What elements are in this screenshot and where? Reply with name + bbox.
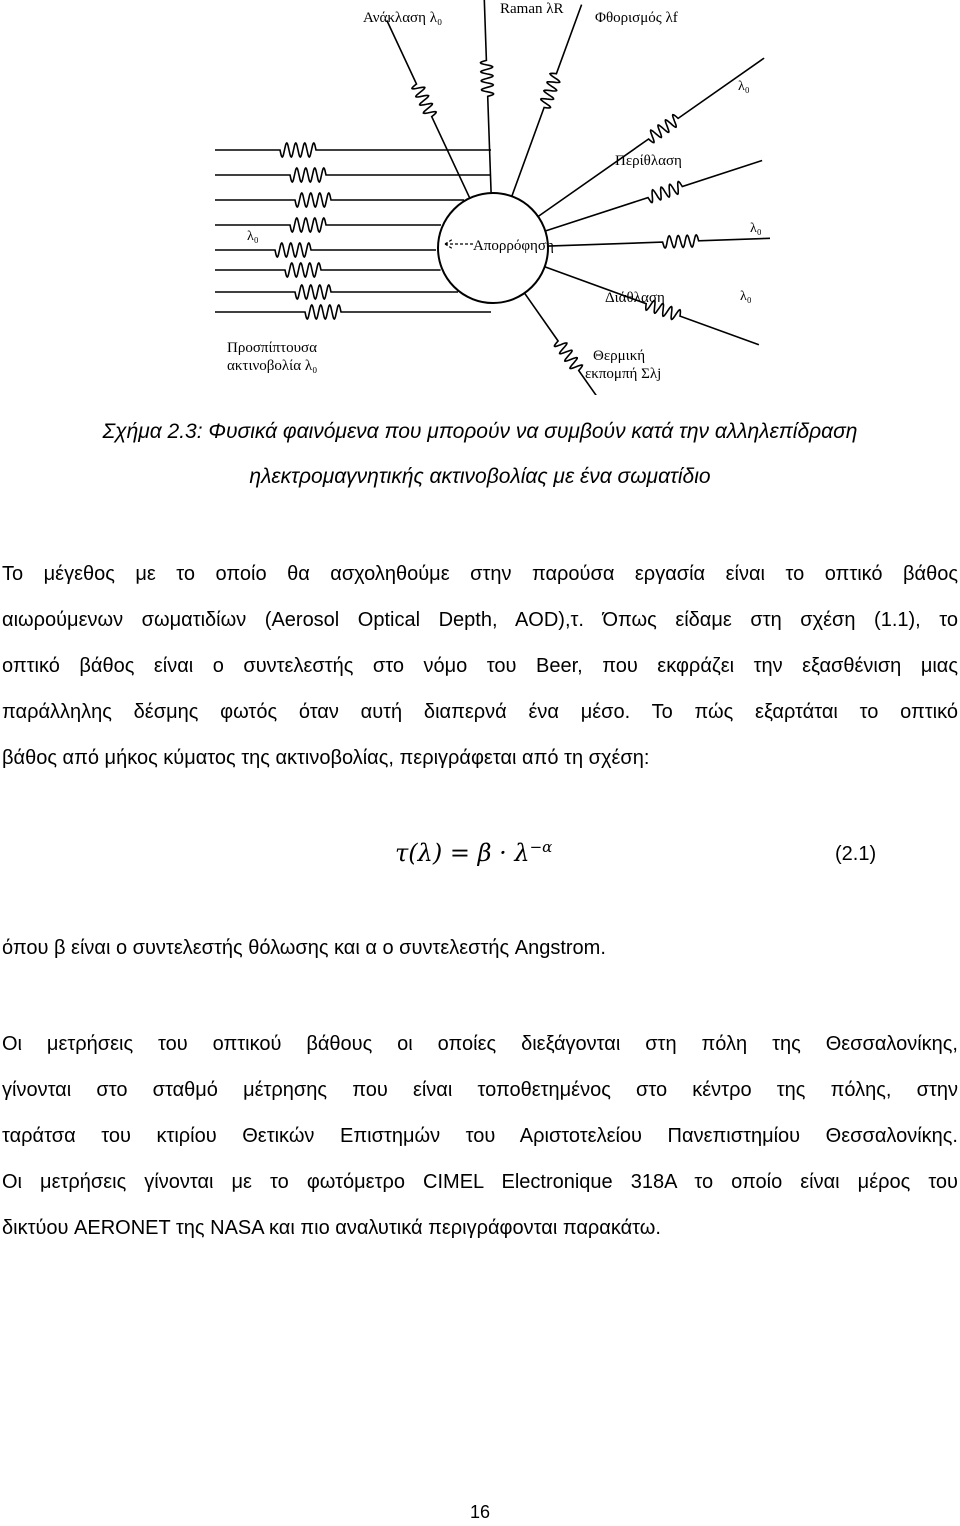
label-refraction: Διάθλαση (605, 290, 665, 306)
label-lambda-right: λ₀ (750, 221, 762, 236)
paragraph-1-line: οπτικό βάθος είναι ο συντελεστής στο νόμο του Beer, που εκφράζει την εξασθένιση μιας (2, 655, 958, 677)
label-lambda-top-right: λ₀ (738, 79, 750, 94)
incident-ray (215, 285, 458, 299)
scattered-ray (548, 235, 770, 248)
paragraph-2-line: ταράτσα του κτιρίου Θετικών Επιστημών του Αριστοτελείου Πανεπιστημίου Θεσσαλονίκης. (2, 1125, 958, 1147)
figure-caption-line-2: ηλεκτρομαγνητικής ακτινοβολίας με ένα σωματίδιο (249, 465, 711, 488)
label-raman: Raman λR (500, 1, 564, 17)
label-thermal-2: εκπομπή Σλj (585, 366, 662, 382)
label-incident-2: ακτινοβολία λ₀ (227, 358, 318, 374)
label-absorption: Απορρόφηση (473, 238, 554, 254)
equation-exponent: −α (529, 838, 553, 856)
scattered-ray (481, 0, 494, 193)
label-incident-1: Προσπίπτουσα (227, 340, 317, 356)
equation-body: τ(λ) = β · λ (395, 839, 530, 867)
incident-ray (215, 193, 464, 207)
equation-explanation: όπου β είναι ο συντελεστής θόλωσης και α ο συντελεστής Angstrom. (2, 937, 606, 959)
page-number: 16 (469, 1502, 491, 1522)
paragraph-1-line: βάθος από μήκος κύματος της ακτινοβολίας, περιγράφεται από τη σχέση: (2, 747, 650, 769)
paragraph-2-line: δικτύου AERONET της NASA και πιο αναλυτικά περιγράφονται παρακάτω. (2, 1217, 661, 1239)
label-fluorescence: Φθορισμός λf (595, 10, 678, 26)
paragraph-2-line: Οι μετρήσεις γίνονται με το φωτόμετρο CIMEL Electronique 318A το οποίο είναι μέρος του (2, 1171, 958, 1193)
scattering-diagram (195, 0, 770, 395)
scattered-ray (545, 161, 762, 232)
label-diffraction: Περίθλαση (615, 153, 682, 169)
paragraph-2-line: γίνονται στο σταθμό μέτρησης που είναι τοποθετημένος στο κέντρο της πόλης, στην (2, 1079, 958, 1101)
figure-caption-line-1: Σχήμα 2.3: Φυσικά φαινόμενα που μπορούν να συμβούν κατά την αλληλεπίδραση (102, 420, 858, 443)
incident-ray (215, 263, 441, 277)
scattered-ray (387, 21, 470, 199)
scattered-ray (512, 5, 582, 197)
equation (395, 838, 552, 867)
incident-ray (215, 243, 436, 257)
equation-number: (2.1) (835, 843, 877, 865)
paragraph-1-line: Το μέγεθος με το οποίο θα ασχοληθούμε στην παρούσα εργασία είναι το οπτικό βάθος (2, 563, 958, 585)
label-thermal-1: Θερμική (593, 348, 646, 364)
paragraph-1-line: αιωρούμενων σωματιδίων (Aerosol Optical Depth, AOD),τ. Όπως είδαμε στη σχέση (1.1), το (2, 609, 958, 631)
paragraph-2-line: Οι μετρήσεις του οπτικού βάθους οι οποίες διεξάγονται στη πόλη της Θεσσαλονίκης, (2, 1033, 958, 1055)
incident-ray (215, 168, 491, 182)
scattered-ray (538, 58, 764, 216)
incident-ray (215, 305, 491, 319)
label-lambda-left: λ₀ (247, 229, 259, 244)
paragraph-1-line: παράλληλης δέσμης φωτός όταν αυτή διαπερνά ένα μέσο. Το πώς εξαρτάται το οπτικό (2, 701, 958, 723)
label-reflection: Ανάκλαση λ₀ (363, 10, 443, 26)
label-lambda-refraction: λ₀ (740, 289, 752, 304)
